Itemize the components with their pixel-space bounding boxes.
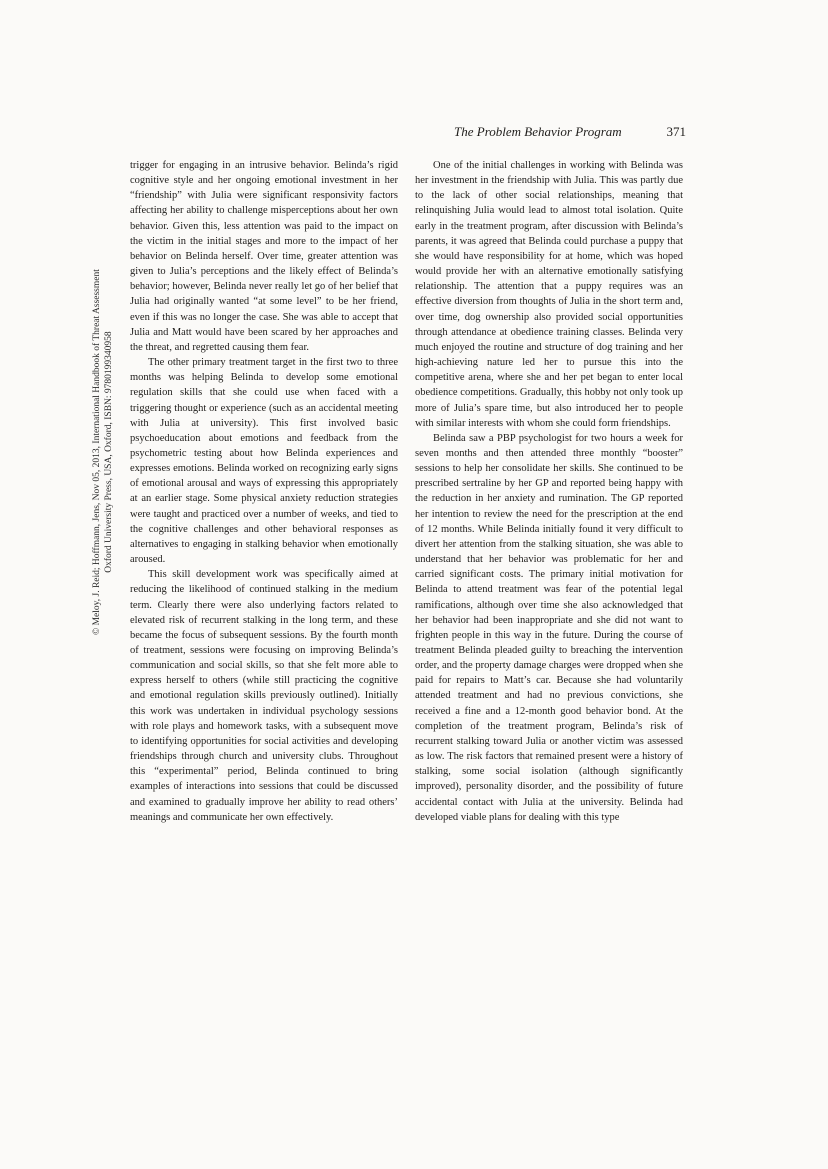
- paragraph: This skill development work was specifically aimed at reducing the likelihood of continued stalking in the medium term. Clearly there were also underlying factors related to elevated risk of recurrent stalking in the long term, and these became the focus of subsequent sessions. By the fourth month of treatment, sessions were focusing on improving Belinda’s communication and social skills, so that she felt more able to express herself to others (while still practicing the cognitive and emotional regulation skills previously outlined). Initially this work was undertaken in individual psychology sessions with role plays and homework tasks, with a subsequent move to identifying opportunities for social activities and developing friendships through church and university clubs. Throughout this “experimental” period, Belinda continued to bring examples of interactions into sessions that could be discussed and examined to gradually improve her ability to read others’ meanings and communicate her own effectively.: [130, 569, 398, 823]
- paragraph: One of the initial challenges in working with Belinda was her investment in the friendship with Julia. This was partly due to the lack of other social relationships, meaning that relinquishing Julia would lead to almost total isolation. Quite early in the treatment program, after discussion with Belinda’s parents, it was agreed that Belinda could purchase a puppy that she would have responsibility for at home, which was hoped would provide her with an alternative emotionally satisfying relationship. The attention that a puppy requires was an effective diversion from thoughts of Julia in the short term and, over time, dog ownership also provided social opportunities through attendance at obedience training classes. Belinda very much enjoyed the routine and structure of dog training and her high-achieving nature led her to pursue this into the competitive arena, where she and her pet began to enter local obedience competitions. Gradually, this hobby not only took up more of Julia’s spare time, but also introduced her to people with similar interests with whom she could form friendships.: [415, 160, 683, 429]
- paragraph: Belinda saw a PBP psychologist for two hours a week for seven months and then attended three monthly “booster” sessions to help her consolidate her skills. She continued to be prescribed sertraline by her GP and reported being happy with the reduction in her anxiety and rumination. The GP reported her intention to review the need for the prescription at the end of 12 months. While Belinda initially found it very difficult to divert her attention from the stalking situation, she was able to understand that her behavior was problematic for her and carried significant costs. The primary initial motivation for Belinda to attend treatment was fear of the potential legal ramifications, although over time she also acknowledged that her behavior had been inappropriate and she did not want to frighten people in this way in the future. During the course of treatment Belinda pleaded guilty to breaching the intervention order, and the property damage charges were dropped when she paid for repairs to Matt’s car. Because she had voluntarily attended treatment and had no previous convictions, she received a fine and a 12-month good behavior bond. At the completion of the treatment program, Belinda’s risk of recurrent stalking toward Julia or another victim was assessed as low. The risk factors that remained present were a history of stalking, some social isolation (although significantly improved), personality disorder, and the possibility of future accidental contact with Julia at the university. Belinda had developed viable plans for dealing with this type: [415, 432, 683, 823]
- publisher-line: Oxford University Press, USA, Oxford, ISBN: 9780199340958: [103, 331, 113, 573]
- paragraph: The other primary treatment target in the first two to three months was helping Belinda to develop some emotional regulation skills that she could use when faced with a triggering thought or experience (such as an accidental meeting with Julia at university). This first involved basic psychoeducation about emotions and feedback from the psychometric testing about how Belinda experiences and expresses emotions. Belinda worked on recognizing early signs of emotional arousal and ways of expressing this appropriately at an earlier stage. Some physical anxiety reduction strategies were taught and practiced over a number of weeks, and tied to the cognitive challenges and other behavioral responses as alternatives to engaging in stalking behavior when emotionally aroused.: [130, 357, 398, 566]
- paragraph: trigger for engaging in an intrusive behavior. Belinda’s rigid cognitive style and her ongoing emotional investment in her “friendship” with Julia were significant responsivity factors affecting her ability to challenge misperceptions about her own behavior. Given this, less attention was paid to the impact on the victim in the initial stages and more to the impact of her behavior on Belinda herself. Over time, greater attention was given to Julia’s perceptions and the likely effect of Belinda’s behavior; however, Belinda never really let go of her belief that Julia had originally wanted “at some level” to be her friend, even if this was no longer the case. She was able to accept that Julia and Matt would have been scared by her approaches and the threat, and regretted causing them fear.: [130, 160, 398, 353]
- copyright-line: © Meloy, J. Reid; Hoffmann, Jens, Nov 05, 2013, International Handbook of Threat Assessment: [91, 269, 102, 635]
- left-column: [130, 158, 398, 825]
- running-title: The Problem Behavior Program: [454, 124, 622, 139]
- right-column: [415, 158, 683, 825]
- page-header: [454, 124, 686, 140]
- page-number: 371: [666, 124, 686, 139]
